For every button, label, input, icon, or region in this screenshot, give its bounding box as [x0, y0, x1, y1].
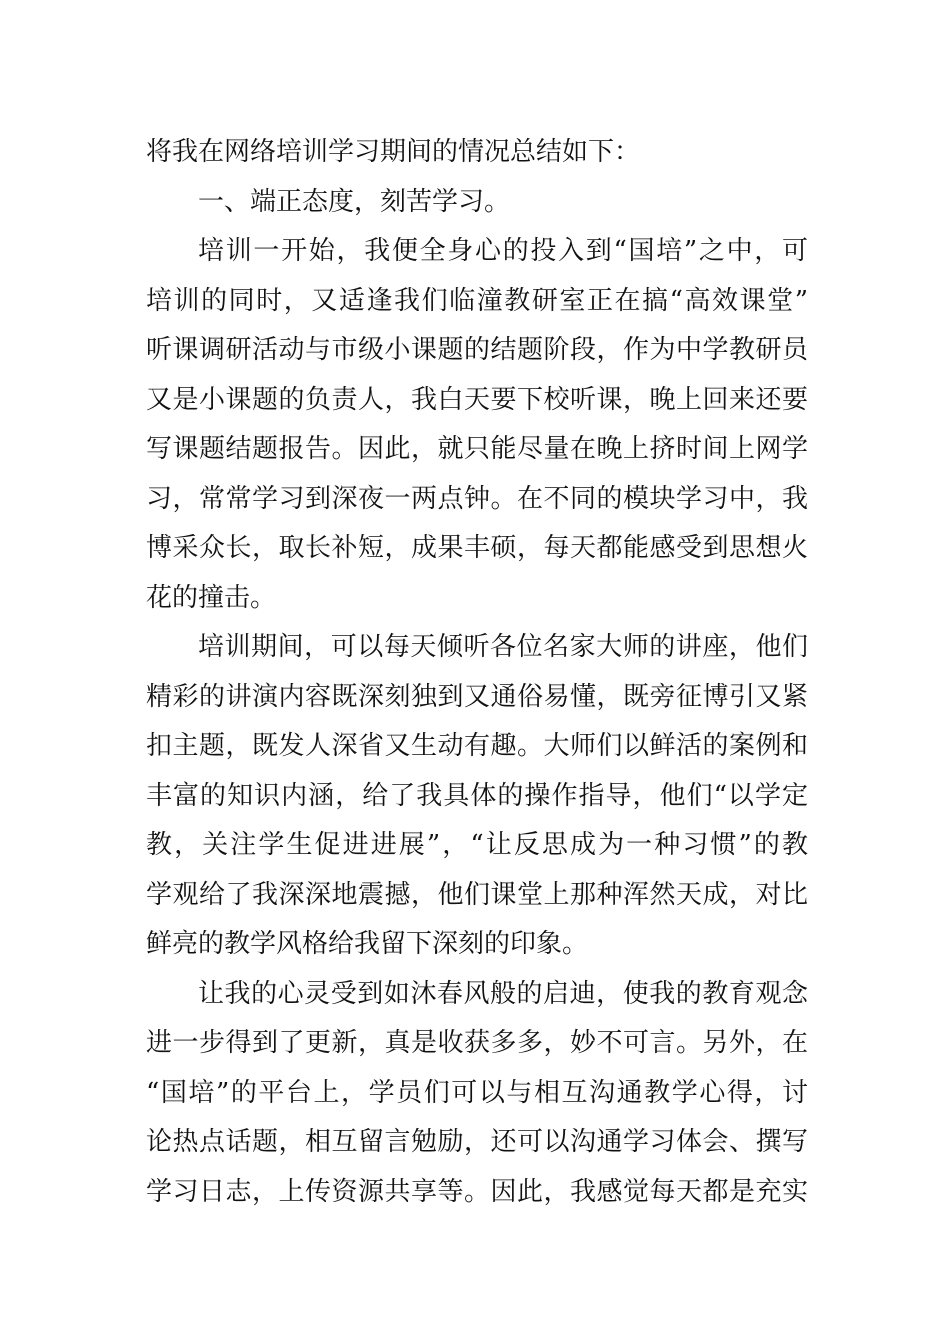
text-line: 习，常常学习到深夜一两点钟。在不同的模块学习中，我: [146, 483, 808, 514]
text-line: 进一步得到了更新，真是收获多多，妙不可言。另外，在: [146, 1028, 808, 1058]
text-line: 听课调研活动与市级小课题的结题阶段，作为中学教研员: [146, 335, 808, 365]
text-line: 扣主题，既发人深省又生动有趣。大师们以鲜活的案例和: [146, 731, 808, 761]
text-line: 培训期间，可以每天倾听各位名家大师的讲座，他们: [198, 632, 808, 662]
text-line: 学观给了我深深地震撼，他们课堂上那种浑然天成，对比: [146, 879, 808, 910]
text-line: 花的撞击。: [146, 582, 277, 613]
text-line: 鲜亮的教学风格给我留下深刻的印象。: [146, 929, 589, 959]
text-line: 丰富的知识内涵，给了我具体的操作指导，他们“以学定: [146, 780, 808, 811]
text-line: 又是小课题的负责人，我白天要下校听课，晚上回来还要: [146, 384, 808, 415]
document-body: [146, 128, 808, 1217]
text-line: 将我在网络培训学习期间的情况总结如下：: [146, 137, 641, 167]
text-line: 论热点话题，相互留言勉励，还可以沟通学习体会、撰写: [146, 1127, 808, 1157]
text-line: 一、端正态度，刻苦学习。: [198, 186, 511, 217]
text-line: 学习日志，上传资源共享等。因此，我感觉每天都是充实: [146, 1176, 808, 1207]
text-line: 培训的同时，又适逢我们临潼教研室正在搞“高效课堂”: [146, 285, 808, 316]
text-line: 博采众长，取长补短，成果丰硕，每天都能感受到思想火: [146, 533, 808, 563]
text-line: 精彩的讲演内容既深刻独到又通俗易懂，既旁征博引又紧: [146, 681, 808, 712]
text-line: 写课题结题报告。因此，就只能尽量在晚上挤时间上网学: [146, 434, 808, 464]
text-line: 教，关注学生促进进展”，“让反思成为一种习惯”的教: [146, 830, 808, 860]
text-line: “国培”的平台上，学员们可以与相互沟通教学心得，讨: [146, 1077, 808, 1108]
text-line: 让我的心灵受到如沐春风般的启迪，使我的教育观念: [198, 978, 808, 1009]
text-line: 培训一开始，我便全身心的投入到“国培”之中，可: [198, 236, 808, 266]
